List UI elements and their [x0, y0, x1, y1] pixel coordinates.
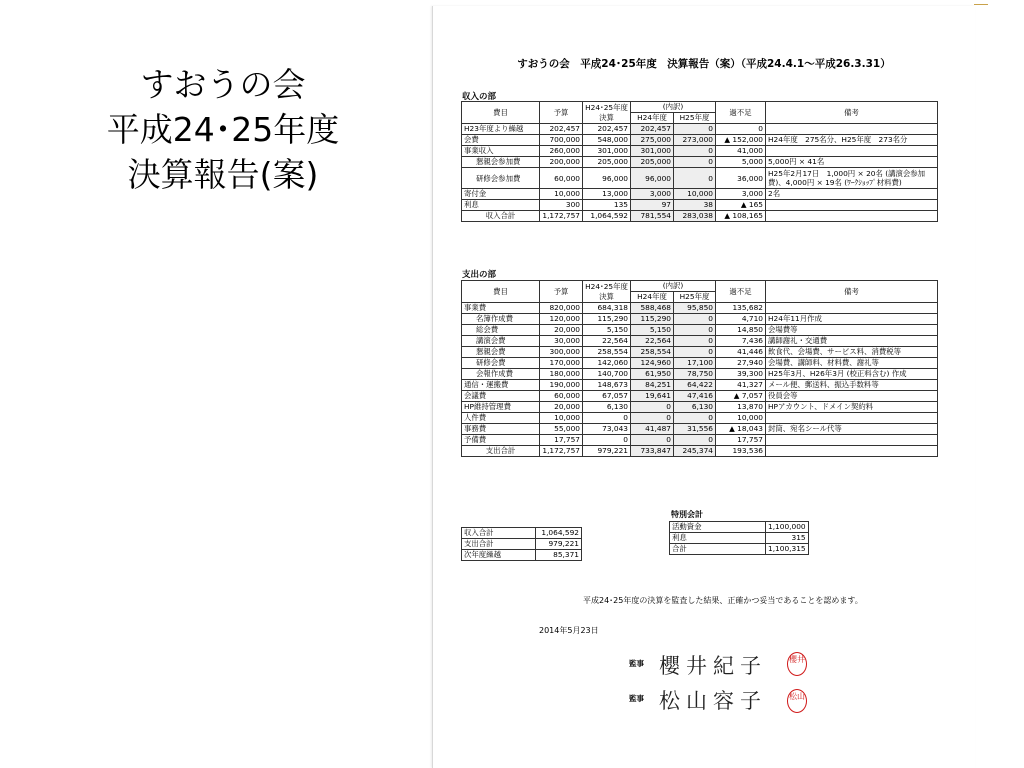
cell-h25: 10,000	[674, 189, 716, 200]
cell-item: 会報作成費	[462, 369, 540, 380]
cell-h25: 283,038	[674, 211, 716, 222]
table-row	[462, 325, 938, 336]
slide-title-line-1: すおうの会	[140, 65, 306, 104]
table-row	[462, 157, 938, 168]
cell-h25: 0	[674, 435, 716, 446]
cell-diff: ▲ 152,000	[716, 135, 766, 146]
cell-item: 研修会費	[462, 358, 540, 369]
cell-diff: 135,682	[716, 303, 766, 314]
header-note: 備考	[766, 102, 938, 124]
cell-diff: 41,327	[716, 380, 766, 391]
table-row	[462, 211, 938, 222]
header-h25: H25年度	[674, 113, 716, 124]
summary-table	[461, 527, 582, 561]
auditor-signature: 松山容子	[659, 689, 767, 713]
summary-row	[462, 528, 582, 539]
summary-label: 収入合計	[462, 528, 536, 539]
special-account-label: 特別会計	[671, 510, 703, 519]
cell-budget: 60,000	[540, 391, 583, 402]
table-row	[462, 369, 938, 380]
cell-h25: 0	[674, 336, 716, 347]
cell-diff: 13,870	[716, 402, 766, 413]
document-title: すおうの会 平成24･25年度 決算報告（案）（平成24.4.1～平成26.3.31）	[517, 58, 891, 70]
cell-diff: ▲ 165	[716, 200, 766, 211]
slide-title	[88, 62, 358, 197]
cell-budget: 10,000	[540, 413, 583, 424]
special-row	[670, 533, 809, 544]
cell-actual: 301,000	[583, 146, 631, 157]
income-section-label: 収入の部	[462, 92, 497, 102]
cell-h24: 0	[631, 413, 674, 424]
cell-diff: 27,940	[716, 358, 766, 369]
cell-h25: 38	[674, 200, 716, 211]
cell-diff: 17,757	[716, 435, 766, 446]
cell-actual: 67,057	[583, 391, 631, 402]
auditor-signature: 櫻井紀子	[659, 654, 767, 678]
cell-h25: 0	[674, 124, 716, 135]
cell-actual: 148,673	[583, 380, 631, 391]
cell-h24: 258,554	[631, 347, 674, 358]
summary-value: 1,064,592	[536, 528, 582, 539]
cell-item: 寄付金	[462, 189, 540, 200]
table-row	[462, 380, 938, 391]
header-diff: 過不足	[716, 102, 766, 124]
cell-budget: 190,000	[540, 380, 583, 391]
cell-budget: 120,000	[540, 314, 583, 325]
cell-h24: 0	[631, 435, 674, 446]
cell-budget: 202,457	[540, 124, 583, 135]
cell-diff: 0	[716, 124, 766, 135]
scanned-document	[432, 6, 975, 768]
cell-item: 講演会費	[462, 336, 540, 347]
cell-note: H25年2月17日 1,000円 × 20名 (講演会参加費)、4,000円 × 19名 (ﾜｰｸｼｮｯﾌﾟ材料費)	[766, 168, 938, 189]
cell-h25: 64,422	[674, 380, 716, 391]
table-row	[462, 168, 938, 189]
cell-item: 人件費	[462, 413, 540, 424]
cell-actual: 0	[583, 435, 631, 446]
table-row	[462, 435, 938, 446]
cell-diff: 4,710	[716, 314, 766, 325]
cell-budget: 1,172,757	[540, 446, 583, 457]
cell-h25: 47,416	[674, 391, 716, 402]
header-budget: 予算	[540, 102, 583, 124]
cell-item: 総会費	[462, 325, 540, 336]
cell-actual: 6,130	[583, 402, 631, 413]
auditor-role: 監事	[629, 659, 644, 668]
cell-diff: 10,000	[716, 413, 766, 424]
cell-item: 収入合計	[462, 211, 540, 222]
cell-note: HPアカウント、ドメイン契約料	[766, 402, 938, 413]
table-row	[462, 336, 938, 347]
summary-label: 次年度繰越	[462, 550, 536, 561]
cell-note: 会場費等	[766, 325, 938, 336]
header-diff: 過不足	[716, 281, 766, 303]
cell-diff: 193,536	[716, 446, 766, 457]
header-note: 備考	[766, 281, 938, 303]
cell-h24: 205,000	[631, 157, 674, 168]
income-table	[461, 101, 938, 222]
cell-h24: 19,641	[631, 391, 674, 402]
cell-note: H25年3月、H26年3月 (校正料含む) 作成	[766, 369, 938, 380]
cell-budget: 180,000	[540, 369, 583, 380]
audit-statement: 平成24･25年度の決算を監査した結果、正確かつ妥当であることを認めます。	[583, 596, 863, 605]
cell-h25: 0	[674, 168, 716, 189]
cell-budget: 1,172,757	[540, 211, 583, 222]
header-breakdown: (内訳)	[631, 102, 716, 113]
cell-budget: 700,000	[540, 135, 583, 146]
cell-item: 研修会参加費	[462, 168, 540, 189]
cell-diff: 41,000	[716, 146, 766, 157]
cell-note: メール便、郵送料、振込手数料等	[766, 380, 938, 391]
special-value: 315	[766, 533, 809, 544]
expense-table	[461, 280, 938, 457]
cell-item: 名簿作成費	[462, 314, 540, 325]
cell-h24: 97	[631, 200, 674, 211]
cell-budget: 300	[540, 200, 583, 211]
special-label: 活動資金	[670, 522, 766, 533]
cell-note	[766, 303, 938, 314]
cell-h24: 5,150	[631, 325, 674, 336]
auditor-role: 監事	[629, 694, 644, 703]
slide-title-line-3: 決算報告(案)	[127, 155, 319, 194]
cell-note	[766, 200, 938, 211]
cell-budget: 20,000	[540, 325, 583, 336]
summary-row	[462, 539, 582, 550]
cell-h25: 245,374	[674, 446, 716, 457]
cell-actual: 202,457	[583, 124, 631, 135]
cell-h25: 78,750	[674, 369, 716, 380]
cell-h24: 22,564	[631, 336, 674, 347]
special-account-table	[669, 521, 809, 555]
cell-diff: 5,000	[716, 157, 766, 168]
header-h24: H24年度	[631, 292, 674, 303]
cell-h24: 115,290	[631, 314, 674, 325]
cell-h24: 733,847	[631, 446, 674, 457]
auditor-seal: 櫻井	[787, 652, 807, 676]
cell-h24: 275,000	[631, 135, 674, 146]
cell-note	[766, 446, 938, 457]
summary-value: 979,221	[536, 539, 582, 550]
table-row	[462, 402, 938, 413]
cell-note	[766, 211, 938, 222]
summary-value: 85,371	[536, 550, 582, 561]
cell-actual: 258,554	[583, 347, 631, 358]
header-actual: H24･25年度決算	[583, 102, 631, 124]
cell-h24: 61,950	[631, 369, 674, 380]
header-item: 費目	[462, 281, 540, 303]
cell-actual: 0	[583, 413, 631, 424]
cell-actual: 142,060	[583, 358, 631, 369]
cell-budget: 55,000	[540, 424, 583, 435]
cell-item: 通信・運搬費	[462, 380, 540, 391]
cell-budget: 30,000	[540, 336, 583, 347]
special-label: 合計	[670, 544, 766, 555]
cell-diff: 41,446	[716, 347, 766, 358]
cell-h24: 202,457	[631, 124, 674, 135]
cell-actual: 1,064,592	[583, 211, 631, 222]
cell-h25: 0	[674, 314, 716, 325]
cell-budget: 170,000	[540, 358, 583, 369]
cell-h24: 781,554	[631, 211, 674, 222]
cell-h25: 0	[674, 347, 716, 358]
header-h25: H25年度	[674, 292, 716, 303]
cell-actual: 684,318	[583, 303, 631, 314]
table-row	[462, 347, 938, 358]
cell-actual: 548,000	[583, 135, 631, 146]
expense-section-label: 支出の部	[462, 270, 497, 280]
cell-item: H23年度より繰越	[462, 124, 540, 135]
cell-note: 飲食代、会場費、サービス料、消費税等	[766, 347, 938, 358]
cell-item: 事務費	[462, 424, 540, 435]
cell-note: H24年11月作成	[766, 314, 938, 325]
cell-item: 懇親会参加費	[462, 157, 540, 168]
summary-label: 支出合計	[462, 539, 536, 550]
cell-budget: 17,757	[540, 435, 583, 446]
cell-actual: 140,700	[583, 369, 631, 380]
cell-diff: 39,300	[716, 369, 766, 380]
audit-date: 2014年5月23日	[539, 626, 599, 635]
cell-item: 予備費	[462, 435, 540, 446]
cell-note	[766, 146, 938, 157]
table-row	[462, 124, 938, 135]
cell-note	[766, 435, 938, 446]
table-row	[462, 303, 938, 314]
table-row	[462, 135, 938, 146]
cell-h25: 0	[674, 325, 716, 336]
cell-h25: 95,850	[674, 303, 716, 314]
cell-actual: 13,000	[583, 189, 631, 200]
cell-diff: ▲ 18,043	[716, 424, 766, 435]
cell-diff: ▲ 7,057	[716, 391, 766, 402]
cell-item: 利息	[462, 200, 540, 211]
auditor-seal: 松山	[787, 689, 807, 713]
cell-budget: 20,000	[540, 402, 583, 413]
header-budget: 予算	[540, 281, 583, 303]
table-row	[462, 424, 938, 435]
cell-actual: 22,564	[583, 336, 631, 347]
cell-actual: 115,290	[583, 314, 631, 325]
header-item: 費目	[462, 102, 540, 124]
cell-item: 事業費	[462, 303, 540, 314]
table-row	[462, 358, 938, 369]
table-row	[462, 446, 938, 457]
cell-actual: 979,221	[583, 446, 631, 457]
table-row	[462, 413, 938, 424]
cell-item: HP維持管理費	[462, 402, 540, 413]
cell-actual: 73,043	[583, 424, 631, 435]
cell-actual: 135	[583, 200, 631, 211]
cell-h25: 0	[674, 146, 716, 157]
cell-h25: 0	[674, 413, 716, 424]
cell-budget: 60,000	[540, 168, 583, 189]
special-value: 1,100,315	[766, 544, 809, 555]
cell-h25: 31,556	[674, 424, 716, 435]
cell-h24: 96,000	[631, 168, 674, 189]
special-row	[670, 522, 809, 533]
cell-note: 封筒、宛名シール代等	[766, 424, 938, 435]
cell-h24: 84,251	[631, 380, 674, 391]
cell-actual: 96,000	[583, 168, 631, 189]
cell-item: 支出合計	[462, 446, 540, 457]
cell-h24: 3,000	[631, 189, 674, 200]
special-value: 1,100,000	[766, 522, 809, 533]
cell-budget: 820,000	[540, 303, 583, 314]
cell-h25: 17,100	[674, 358, 716, 369]
cell-h25: 6,130	[674, 402, 716, 413]
cell-diff: 14,850	[716, 325, 766, 336]
cell-note: 会場費、講師料、材料費、謝礼等	[766, 358, 938, 369]
cell-budget: 300,000	[540, 347, 583, 358]
special-label: 利息	[670, 533, 766, 544]
cell-note: 役員会等	[766, 391, 938, 402]
table-row	[462, 189, 938, 200]
slide-title-line-2: 平成24･25年度	[106, 110, 340, 149]
cell-note: H24年度 275名分、H25年度 273名分	[766, 135, 938, 146]
cell-item: 事業収入	[462, 146, 540, 157]
cell-item: 会議費	[462, 391, 540, 402]
cell-item: 懇親会費	[462, 347, 540, 358]
special-row	[670, 544, 809, 555]
header-breakdown: (内訳)	[631, 281, 716, 292]
cell-h24: 0	[631, 402, 674, 413]
cell-h24: 301,000	[631, 146, 674, 157]
cell-diff: 3,000	[716, 189, 766, 200]
cell-h24: 124,960	[631, 358, 674, 369]
cell-h25: 0	[674, 157, 716, 168]
cell-diff: 7,436	[716, 336, 766, 347]
cell-actual: 5,150	[583, 325, 631, 336]
cell-budget: 10,000	[540, 189, 583, 200]
header-h24: H24年度	[631, 113, 674, 124]
corner-mark	[974, 4, 988, 5]
cell-note	[766, 413, 938, 424]
table-row	[462, 200, 938, 211]
cell-item: 会費	[462, 135, 540, 146]
cell-note: 5,000円 × 41名	[766, 157, 938, 168]
cell-diff: 36,000	[716, 168, 766, 189]
cell-budget: 200,000	[540, 157, 583, 168]
cell-h24: 588,468	[631, 303, 674, 314]
cell-note: 講師謝礼・交通費	[766, 336, 938, 347]
table-row	[462, 314, 938, 325]
cell-h25: 273,000	[674, 135, 716, 146]
cell-note: 2名	[766, 189, 938, 200]
table-row	[462, 146, 938, 157]
summary-row	[462, 550, 582, 561]
cell-budget: 260,000	[540, 146, 583, 157]
cell-diff: ▲ 108,165	[716, 211, 766, 222]
table-row	[462, 391, 938, 402]
cell-h24: 41,487	[631, 424, 674, 435]
header-actual: H24･25年度決算	[583, 281, 631, 303]
cell-note	[766, 124, 938, 135]
cell-actual: 205,000	[583, 157, 631, 168]
